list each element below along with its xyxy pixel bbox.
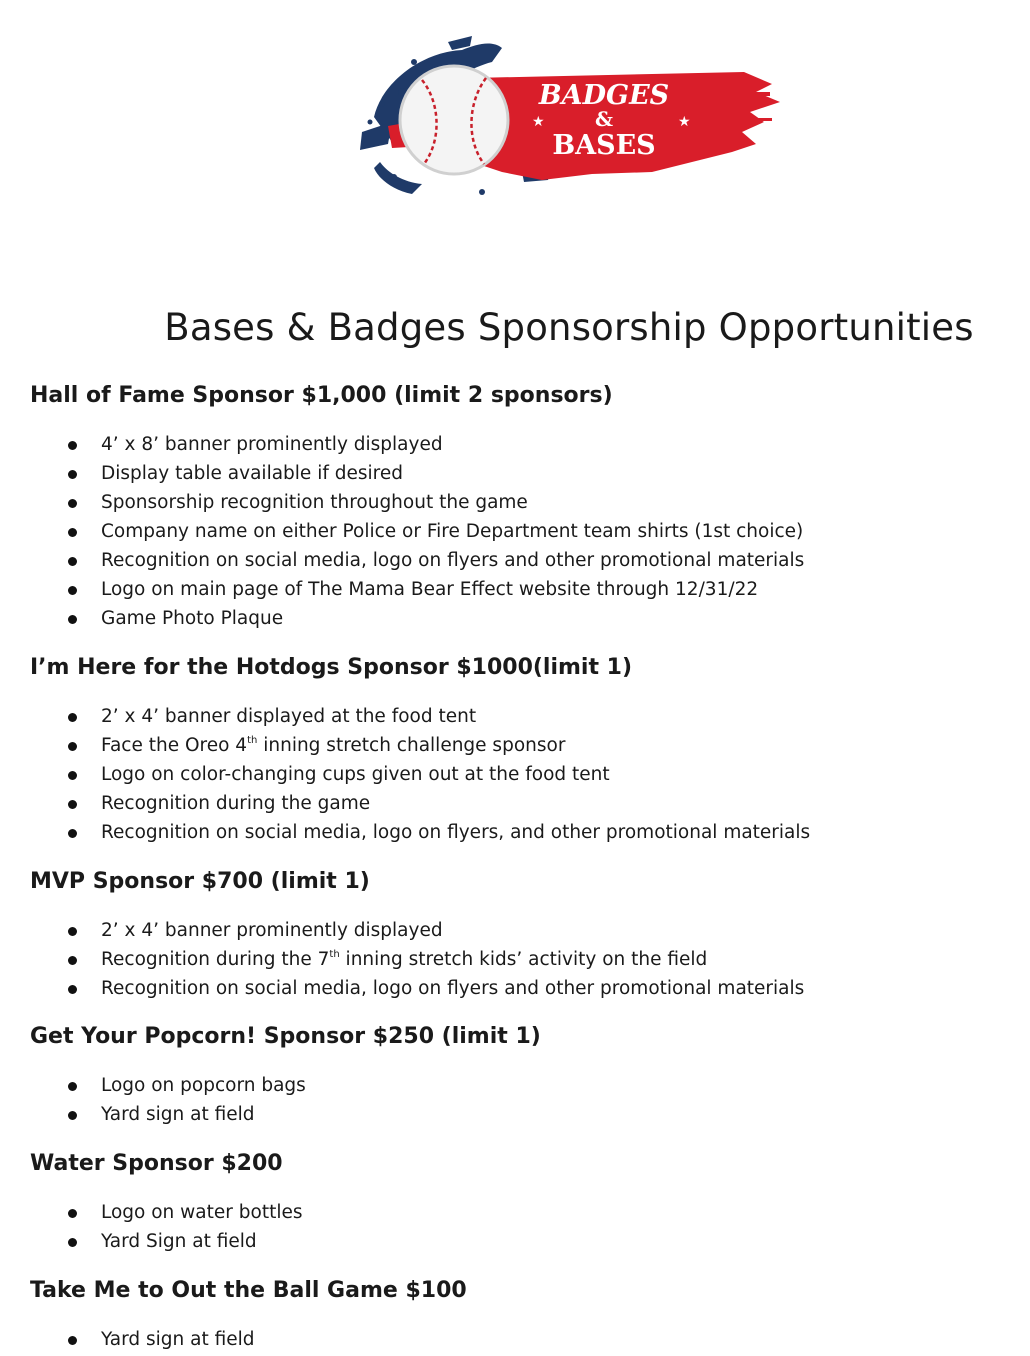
list-item: 2’ x 4’ banner prominently displayed [30, 916, 1010, 945]
svg-text:★: ★ [532, 114, 545, 130]
sponsor-section-hall-of-fame [30, 382, 1010, 633]
section-heading: Take Me to Out the Ball Game $100 [30, 1278, 467, 1303]
list-item: Logo on popcorn bags [30, 1071, 1010, 1100]
list-item: 2’ x 4’ banner displayed at the food tent [30, 702, 1010, 731]
page-title: Bases & Badges Sponsorship Opportunities [164, 306, 974, 349]
list-item: Display table available if desired [30, 459, 1010, 488]
section-heading: Get Your Popcorn! Sponsor $250 (limit 1) [30, 1024, 541, 1049]
list-item: Sponsorship recognition throughout the game [30, 488, 1010, 517]
list-item: Game Photo Plaque [30, 604, 1010, 633]
list-item: Logo on color-changing cups given out at the food tent [30, 760, 1010, 789]
benefit-list [30, 702, 1010, 847]
svg-text:BASES: BASES [552, 130, 656, 161]
list-item: Face the Oreo 4th inning stretch challenge sponsor [30, 731, 1010, 760]
sponsor-section-popcorn [30, 1023, 1010, 1129]
list-item: Yard Sign at field [30, 1227, 1010, 1256]
sponsor-section-ball-game [30, 1277, 1010, 1354]
list-item: Logo on water bottles [30, 1198, 1010, 1227]
list-item: Recognition on social media, logo on flyers and other promotional materials [30, 546, 1010, 575]
section-heading: MVP Sponsor $700 (limit 1) [30, 869, 370, 894]
benefit-list [30, 430, 1010, 633]
list-item: Recognition during the game [30, 789, 1010, 818]
svg-text:BADGES: BADGES [538, 80, 670, 111]
list-item: 4’ x 8’ banner prominently displayed [30, 430, 1010, 459]
sponsor-section-hotdogs [30, 654, 1010, 847]
benefit-list [30, 916, 1010, 1003]
sponsor-section-mvp [30, 868, 1010, 1003]
benefit-list [30, 1325, 1010, 1354]
baseball-icon [400, 66, 508, 174]
benefit-list [30, 1071, 1010, 1129]
svg-text:★: ★ [678, 114, 691, 130]
section-heading: Hall of Fame Sponsor $1,000 (limit 2 sponsors) [30, 383, 613, 408]
svg-text:&: & [594, 107, 614, 131]
list-item: Recognition during the 7th inning stretch kids’ activity on the field [30, 945, 1010, 974]
list-item: Yard sign at field [30, 1325, 1010, 1354]
list-item: Recognition on social media, logo on flyers and other promotional materials [30, 974, 1010, 1003]
list-item: Recognition on social media, logo on flyers, and other promotional materials [30, 818, 1010, 847]
sponsor-section-water [30, 1150, 1010, 1256]
list-item: Yard sign at field [30, 1100, 1010, 1129]
list-item: Logo on main page of The Mama Bear Effect website through 12/31/22 [30, 575, 1010, 604]
badges-and-bases-logo [352, 22, 782, 232]
section-heading: I’m Here for the Hotdogs Sponsor $1000(limit 1) [30, 655, 633, 680]
list-item: Company name on either Police or Fire Department team shirts (1st choice) [30, 517, 1010, 546]
benefit-list [30, 1198, 1010, 1256]
section-heading: Water Sponsor $200 [30, 1151, 283, 1176]
